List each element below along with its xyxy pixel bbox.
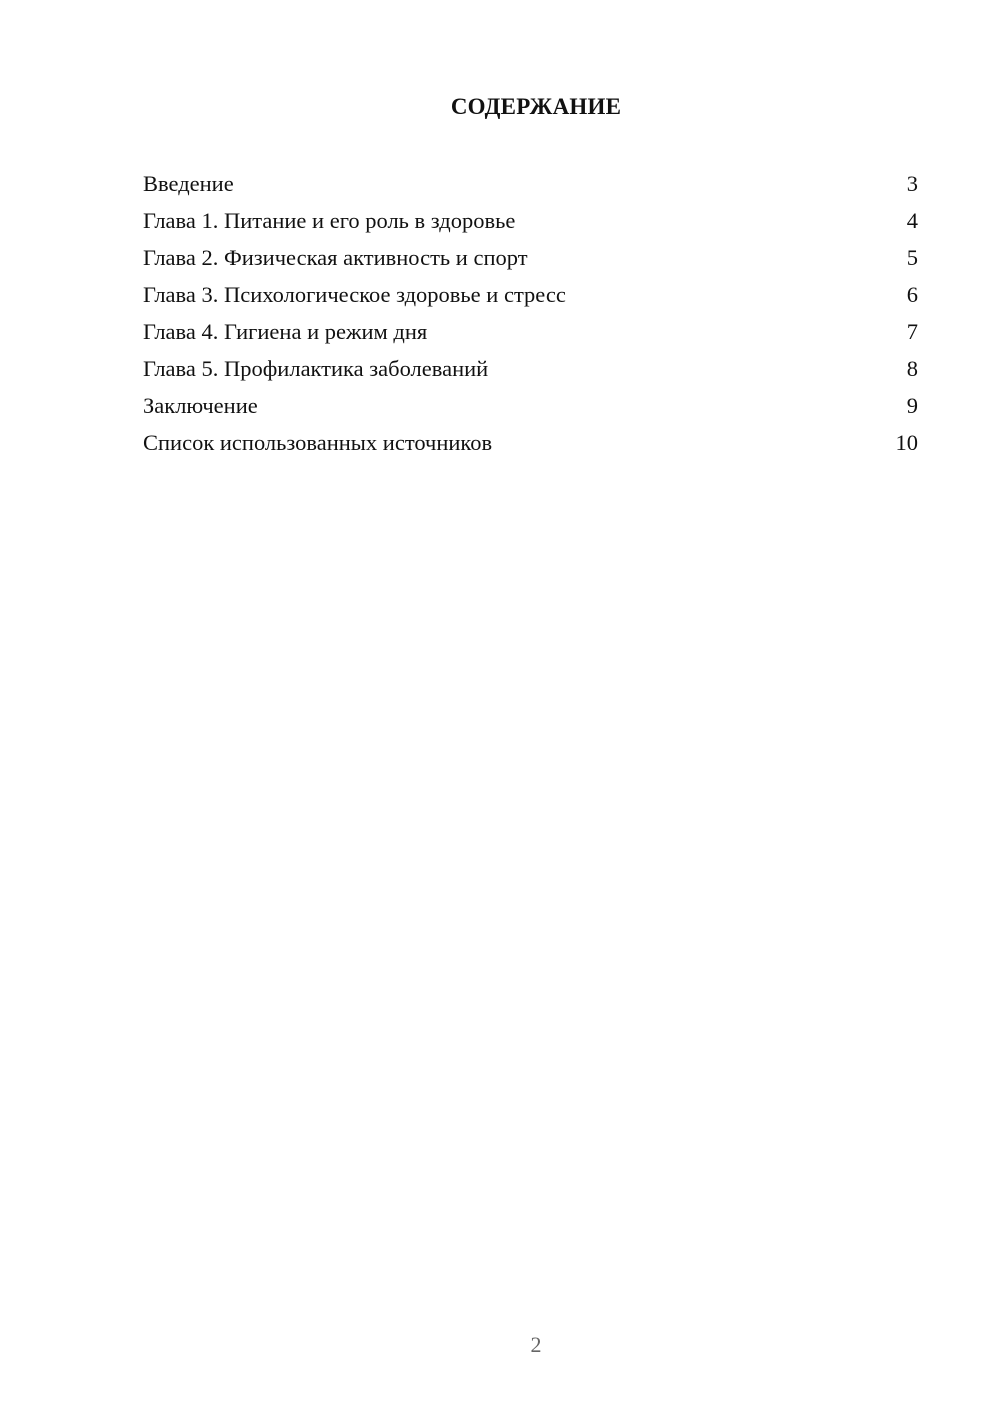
toc-entry-label: Глава 2. Физическая активность и спорт <box>143 245 528 270</box>
toc-entry <box>143 205 918 242</box>
toc-entry <box>143 353 918 390</box>
toc-entry-label: Список использованных источников <box>143 430 493 455</box>
toc-entry-page: 6 <box>906 282 918 307</box>
toc-entry-label: Глава 4. Гигиена и режим дня <box>143 319 428 344</box>
toc-entry-page: 8 <box>906 356 918 381</box>
toc-entry-label: Глава 1. Питание и его роль в здоровье <box>143 208 516 233</box>
toc-entry <box>143 427 918 464</box>
toc-entry <box>143 316 918 353</box>
toc-entry-page: 7 <box>906 319 918 344</box>
toc-entry <box>143 168 918 205</box>
toc-entry-page: 5 <box>906 245 918 270</box>
toc-entry <box>143 242 918 279</box>
toc-entry-page: 3 <box>906 171 918 196</box>
toc-entry <box>143 279 918 316</box>
toc-entry-label: Заключение <box>143 393 258 418</box>
toc-entry-page: 4 <box>906 208 918 233</box>
toc-entry <box>143 390 918 427</box>
table-of-contents <box>143 168 918 464</box>
toc-entry-label: Глава 3. Психологическое здоровье и стресс <box>143 282 566 307</box>
toc-entry-page: 10 <box>895 430 918 455</box>
toc-entry-label: Введение <box>143 171 234 196</box>
toc-entry-label: Глава 5. Профилактика заболеваний <box>143 356 489 381</box>
toc-entry-page: 9 <box>906 393 918 418</box>
page-number: 2 <box>530 1332 542 1357</box>
page-title: СОДЕРЖАНИЕ <box>450 94 622 119</box>
